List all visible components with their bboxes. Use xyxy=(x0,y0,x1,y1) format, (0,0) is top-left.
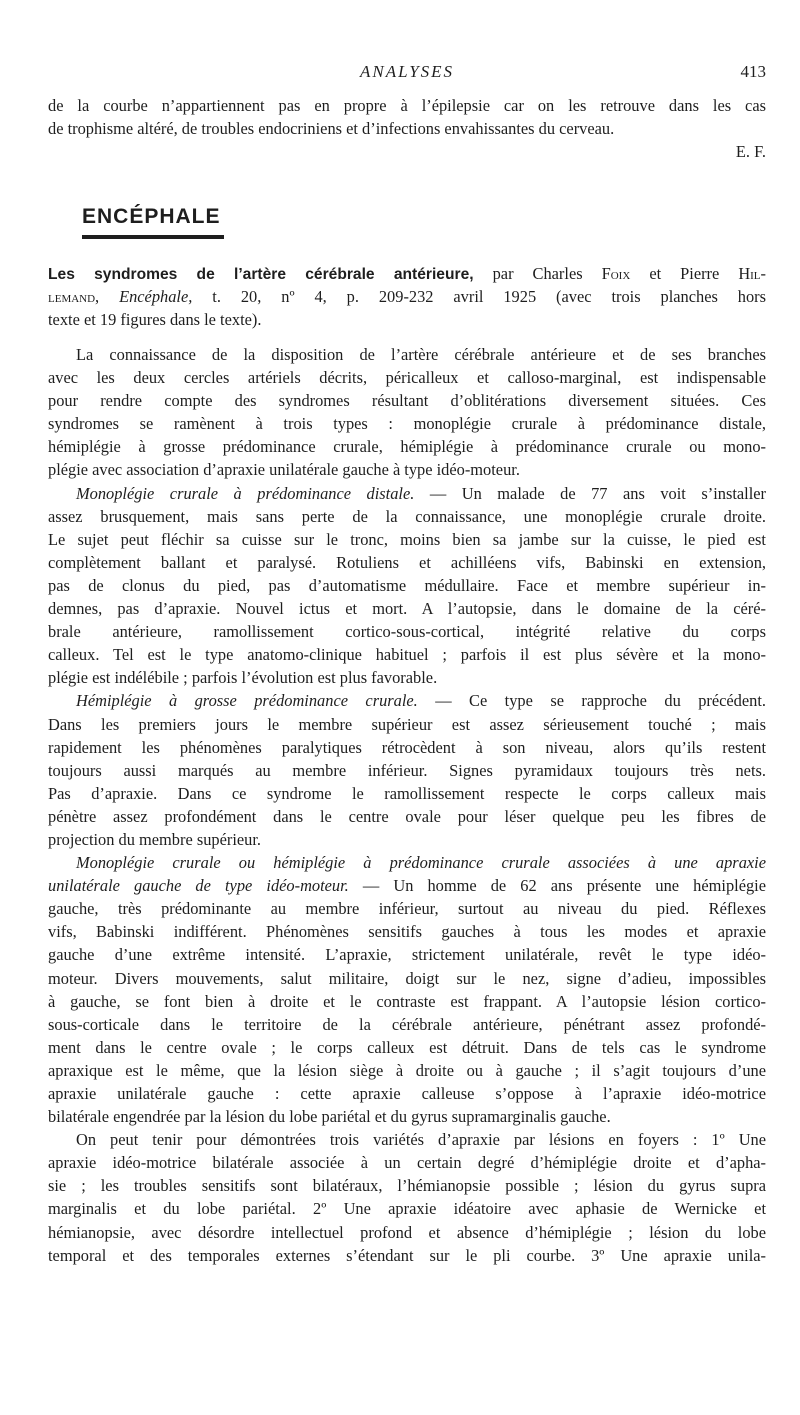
author-name: Foix xyxy=(601,264,631,283)
text-line: calleux. Tel est le type anatomo-clinique habituel ; parfois il est plus sévère et la mono- xyxy=(48,645,766,665)
running-head xyxy=(48,62,766,88)
text-line: demnes, pas d’apraxie. Nouvel ictus et mort. A l’autopsie, dans le domaine de la céré- xyxy=(48,599,766,619)
text-line: unilatérale gauche de type idéo-moteur. — Un homme de 62 ans présente une hémiplégie xyxy=(48,876,766,896)
text-line: avec les deux cercles artériels décrits, péricalleux et calloso-marginal, est indispensable xyxy=(48,368,766,388)
text-line: gauche d’une extrême intensité. L’apraxie, strictement unilatérale, revêt le type idéo- xyxy=(48,945,766,965)
text-line: apraxie idéo-motrice bilatérale associée à un certain degré d’hémiplégie droite et d’apha- xyxy=(48,1153,766,1173)
text-line: bilatérale engendrée par la lésion du lobe pariétal et du gyrus supramarginalis gauche. xyxy=(48,1107,611,1127)
text-line: hémianopsie, avec désordre intellectuel profond et absence d’hémiplégie ; lésion du lobe xyxy=(48,1222,766,1242)
text-line: Dans les premiers jours le membre supérieur est assez sérieusement touché ; mais xyxy=(48,714,766,734)
reference-line: texte et 19 figures dans le texte). xyxy=(48,310,262,330)
intro-paragraph-end xyxy=(48,94,766,163)
text-line: sous-corticale dans le territoire de la cérébrale antérieure, pénétrant assez profondé- xyxy=(48,1014,766,1034)
text-line: de trophisme altéré, de troubles endocriniens et d’infections envahissantes du cerveau. xyxy=(48,119,615,139)
reference-line: Les syndromes de l’artère cérébrale antérieure, par Charles Foix et Pierre Hil- xyxy=(48,264,766,283)
text-line: pas de clonus du pied, pas d’automatisme médullaire. Face et membre supérieur in- xyxy=(48,575,766,595)
page-number: 413 xyxy=(740,62,766,81)
text-line: pénètre assez profondément dans le centre ovale pour léser quelque peu les fibres de xyxy=(48,806,766,826)
subsection-heading: unilatérale gauche de type idéo-moteur. xyxy=(48,876,349,896)
text-line: apraxique est le même, que la lésion siège à droite ou à gauche ; il s’agit toujours d’une xyxy=(48,1060,766,1080)
text-line: vifs, Babinski indifférent. Phénomènes sensitifs gauches à tous les modes et apraxie xyxy=(48,922,766,942)
text-line: plégie est indélébile ; parfois l’évolution est plus favorable. xyxy=(48,668,438,688)
text-line: sie ; les troubles sensitifs sont bilatéraux, l’hémianopsie possible ; lésion du gyrus supra xyxy=(48,1176,766,1196)
text-line: temporal et des temporales externes s’étendant sur le pli courbe. 3º Une apraxie unila- xyxy=(48,1245,766,1265)
running-head-title: ANALYSES xyxy=(359,62,455,81)
article-reference xyxy=(48,262,766,331)
text-line: pour rendre compte des syndromes résultant d’oblitérations diversement situées. Ces xyxy=(48,391,766,411)
text-line: apraxie unilatérale gauche : cette apraxie calleuse s’oppose à l’apraxie idéo-motrice xyxy=(48,1084,766,1103)
text-line: Le sujet peut fléchir sa cuisse sur le tronc, moins bien sa jambe sur la cuisse, le pied est xyxy=(48,529,766,549)
section-title: ENCÉPHALE xyxy=(82,205,221,228)
text-line: syndromes se ramènent à trois types : monoplégie crurale à prédominance distale, xyxy=(48,414,766,434)
text-line: à gauche, se font bien à droite et le contraste est frappant. A l’autopsie lésion cortico- xyxy=(48,991,766,1011)
text-line: rapidement les phénomènes paralytiques rétrocèdent à son niveau, alors qu’ils restent xyxy=(48,737,766,757)
text-line: ment dans le centre ovale ; le corps calleux est détruit. Dans de tels cas le syndrome xyxy=(48,1037,766,1057)
text-line: Pas d’apraxie. Dans ce syndrome le ramollissement respecte le corps calleux mais xyxy=(48,783,766,803)
text-line: Hémiplégie à grosse prédominance crurale. — Ce type se rapproche du précédent. xyxy=(76,691,766,711)
text-line: gauche, très prédominante au membre inférieur, surtout au niveau du pied. Réflexes xyxy=(48,899,766,919)
text-line: marginalis et du lobe pariétal. 2º Une apraxie idéatoire avec aphasie de Wernicke et xyxy=(48,1199,766,1219)
subsection-heading: Hémiplégie à grosse prédominance crurale. xyxy=(76,691,418,711)
reference-line: lemand, Encéphale, t. 20, nº 4, p. 209-232 avril 1925 (avec trois planches hors xyxy=(48,287,766,307)
journal-name: Encéphale, xyxy=(119,287,193,307)
text-line: moteur. Divers mouvements, salut militaire, doigt sur le nez, signe d’adieu, impossibles xyxy=(48,968,766,988)
text-line: brale antérieure, ramollissement cortico-sous-cortical, intégrité relative du corps xyxy=(48,622,766,642)
text-line: assez brusquement, mais sans perte de la connaissance, une monoplégie crurale droite. xyxy=(48,506,766,526)
text-line: On peut tenir pour démontrées trois variétés d’apraxie par lésions en foyers : 1º Une xyxy=(76,1130,766,1150)
text-line: Monoplégie crurale à prédominance distale. — Un malade de 77 ans voit s’installer xyxy=(76,483,766,503)
text-line: plégie avec association d’apraxie unilatérale gauche à type idéo-moteur. xyxy=(48,460,520,480)
subsection-heading: Monoplégie crurale ou hémiplégie à prédominance crurale associées à une apraxie xyxy=(76,853,766,873)
text-line: La connaissance de la disposition de l’artère cérébrale antérieure et de ses branches xyxy=(76,345,766,364)
text-line: hémiplégie à grosse prédominance crurale, hémiplégie à prédominance crurale ou mono- xyxy=(48,437,766,457)
author-name: Hil- xyxy=(738,264,766,283)
text-line: complètement ballant et paralysé. Rotuliens et achilléens vifs, Babinski en extension, xyxy=(48,552,766,572)
text-line: de la courbe n’appartiennent pas en propre à l’épilepsie car on les retrouve dans les cas xyxy=(48,96,766,115)
text-line: toujours aussi marqués au membre inférieur. Signes pyramidaux toujours très nets. xyxy=(48,760,766,780)
section-underline xyxy=(82,235,224,239)
body-text xyxy=(48,343,766,1267)
author-signature: E. F. xyxy=(735,142,766,162)
article-title: Les syndromes de l’artère cérébrale antérieure, xyxy=(48,266,474,283)
subsection-heading: Monoplégie crurale à prédominance distale. xyxy=(76,483,415,503)
text-line: projection du membre supérieur. xyxy=(48,829,262,849)
